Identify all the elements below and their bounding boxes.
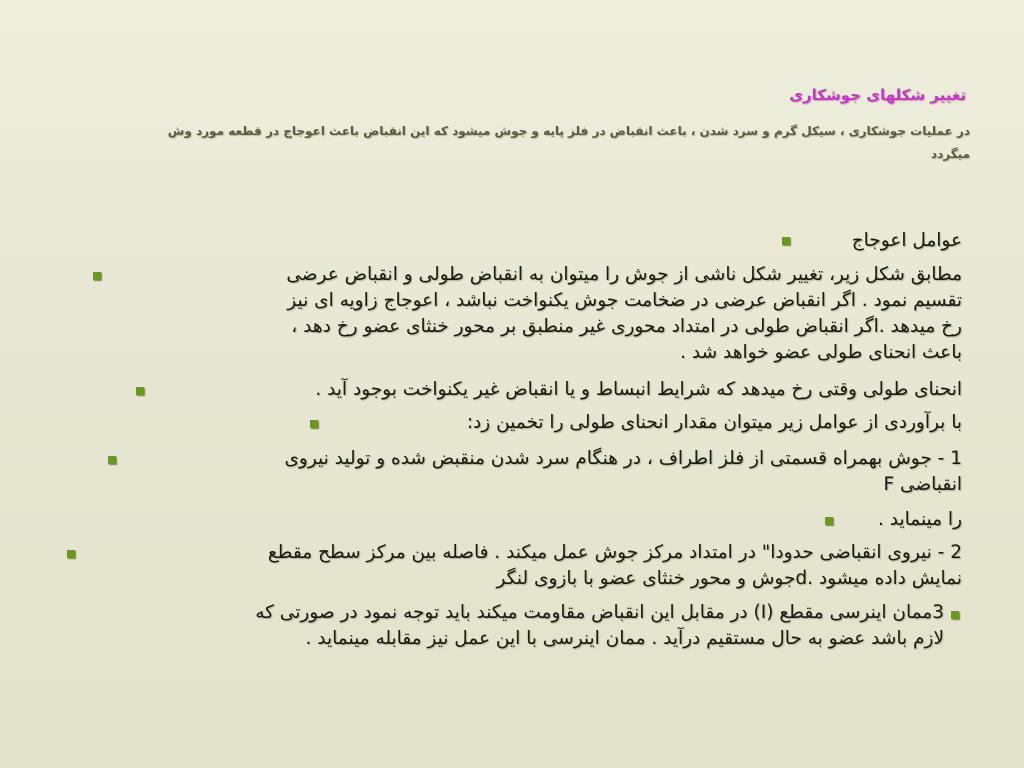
bullet-5-line-1: 1 - جوش بهمراه قسمتی از فلز اطراف ، در هنگام سرد شدن منقبض شده و تولید نیروی bbox=[284, 448, 962, 469]
square-bullet-icon bbox=[93, 272, 101, 280]
square-bullet-icon bbox=[108, 456, 116, 464]
bullet-7-line-2: نمایش داده میشود .dجوش و محور خنثای عضو با بازوی لنگر bbox=[496, 568, 962, 589]
square-bullet-icon bbox=[310, 420, 318, 428]
bullet-8-line-1: 3ممان اینرسی مقطع (I) در مقابل این انقباض مقاومت میکند باید توجه نمود در صورتی که bbox=[255, 602, 944, 623]
intro-line-1: در عملیات جوشکاری ، سیکل گرم و سرد شدن ، باعث انقباض در فلز پایه و جوش میشود که این انقباض باعث اعوجاج در قطعه مورد وش bbox=[167, 124, 970, 138]
slide-title: تغییر شکلهای جوشکاری bbox=[789, 86, 966, 104]
bullet-7-line-1: 2 - نیروی انقباضی حدودا" در امتداد مرکز جوش عمل میکند . فاصله بین مرکز سطح مقطع bbox=[267, 542, 962, 563]
bullet-2-line-4: باعث انحنای طولی عضو خواهد شد . bbox=[680, 342, 962, 363]
bullet-4-line-1: با برآوردی از عوامل زیر میتوان مقدار انحنای طولی را تخمین زد: bbox=[466, 412, 962, 433]
bullet-5-line-2: F انقباضی bbox=[883, 474, 962, 495]
bullet-2-line-1: مطابق شکل زیر، تغییر شکل ناشی از جوش را میتوان به انقباض طولی و انقباض عرضی bbox=[286, 264, 962, 285]
bullet-8-line-2: لازم باشد عضو به حال مستقیم درآید . ممان اینرسی با این عمل نیز مقابله مینماید . bbox=[305, 628, 944, 649]
bullet-2-line-2: تقسیم نمود . اگر انقباض عرضی در ضخامت جوش یکنواخت نباشد ، اعوجاج زاویه ای نیز bbox=[287, 290, 962, 311]
bullet-3-line-1: انحنای طولی وقتی رخ میدهد که شرایط انبساط و یا انقباض غیر یکنواخت بوجود آید . bbox=[315, 379, 962, 400]
square-bullet-icon bbox=[782, 237, 790, 245]
bullet-6-line-1: را مینماید . bbox=[878, 509, 962, 530]
square-bullet-icon bbox=[67, 550, 75, 558]
bullet-1-line-1: عوامل اعوجاج bbox=[851, 230, 962, 251]
square-bullet-icon bbox=[825, 517, 833, 525]
square-bullet-icon bbox=[951, 611, 959, 619]
intro-line-2: میگردد bbox=[930, 147, 970, 161]
bullet-2-line-3: رخ میدهد .اگر انقباض طولی در امتداد محوری غیر منطبق بر محور خنثای عضو رخ دهد ، bbox=[291, 316, 962, 337]
square-bullet-icon bbox=[136, 387, 144, 395]
